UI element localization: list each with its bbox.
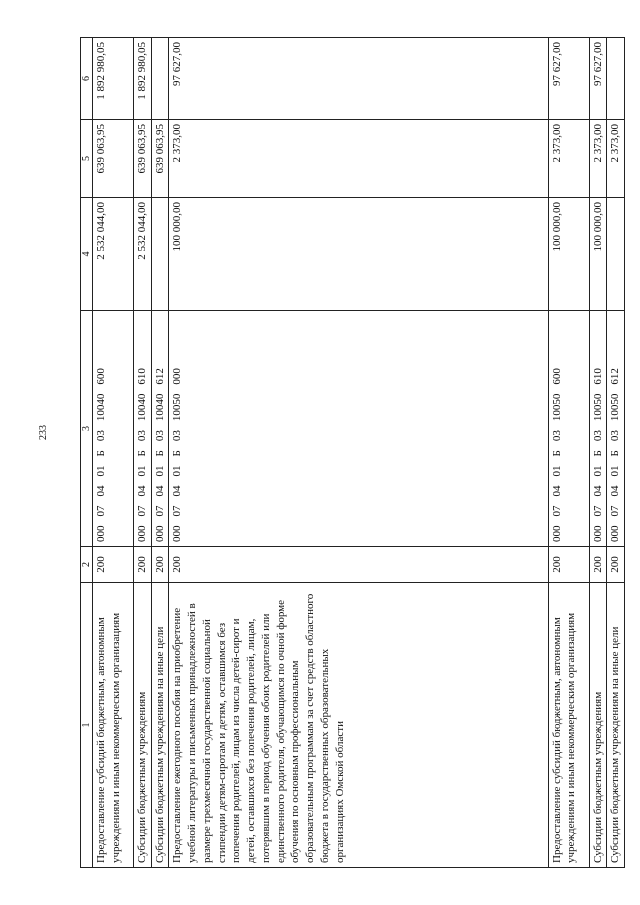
header-cell-2: 2 xyxy=(81,547,93,583)
code-part: 04 xyxy=(95,485,107,497)
page-number: 233 xyxy=(38,425,49,440)
header-cell-3: 3 xyxy=(81,311,93,547)
code-part: Б xyxy=(609,450,622,457)
row-budget-code xyxy=(134,311,152,547)
row-budget-code xyxy=(151,311,169,547)
row-executed-amount: 2 373,00 xyxy=(548,120,589,198)
header-cell-6: 6 xyxy=(81,38,93,120)
code-part: 03 xyxy=(136,430,148,442)
row-executed-amount: 2 373,00 xyxy=(169,120,548,198)
row-remaining-amount xyxy=(607,38,625,120)
row-name: Субсидии бюджетным учреждениям xyxy=(134,583,152,868)
row-executed-amount: 2 373,00 xyxy=(589,120,607,198)
code-part: 07 xyxy=(153,505,166,517)
code-part: 01 xyxy=(609,465,622,477)
code-part: 07 xyxy=(550,505,563,517)
row-admin-code: 200 xyxy=(134,547,152,583)
code-part: 03 xyxy=(153,430,166,442)
code-part: 01 xyxy=(591,465,604,477)
rotated-table-container xyxy=(80,38,625,868)
table-row xyxy=(93,38,134,868)
row-admin-code: 200 xyxy=(93,547,134,583)
row-name: Субсидии бюджетным учреждениям на иные цели xyxy=(151,583,169,868)
row-planned-amount xyxy=(607,198,625,311)
code-part: Б xyxy=(153,450,166,457)
row-remaining-amount xyxy=(151,38,169,120)
code-part: 612 xyxy=(153,368,166,385)
row-remaining-amount: 1 892 980,05 xyxy=(134,38,152,120)
row-name: Субсидии бюджетным учреждениям на иные цели xyxy=(607,583,625,868)
code-part: 610 xyxy=(591,368,604,385)
row-planned-amount xyxy=(151,198,169,311)
code-part: 03 xyxy=(591,430,604,442)
code-part: 01 xyxy=(550,465,563,477)
table-row xyxy=(589,38,607,868)
code-part: 04 xyxy=(171,485,184,497)
header-cell-5: 5 xyxy=(81,120,93,198)
code-part: 600 xyxy=(550,368,563,385)
code-part: 03 xyxy=(550,430,563,442)
code-part: 07 xyxy=(136,505,148,517)
row-planned-amount: 2 532 044,00 xyxy=(134,198,152,311)
row-planned-amount: 100 000,00 xyxy=(589,198,607,311)
code-part: 610 xyxy=(136,368,148,385)
code-part: 612 xyxy=(609,368,622,385)
code-part: 000 xyxy=(136,525,148,542)
code-part: 07 xyxy=(609,505,622,517)
table-row xyxy=(134,38,152,868)
code-part: 600 xyxy=(95,368,107,385)
code-part: 10050 xyxy=(550,393,563,422)
row-admin-code: 200 xyxy=(151,547,169,583)
row-budget-code xyxy=(93,311,134,547)
row-remaining-amount: 97 627,00 xyxy=(548,38,589,120)
code-part: 01 xyxy=(95,465,107,477)
code-part: 01 xyxy=(171,465,184,477)
code-part: 10040 xyxy=(95,393,107,422)
budget-table xyxy=(80,37,625,868)
row-name: Предоставление ежегодного пособия на приобретение учебной литературы и письменных принадлежностей в размере трехмесячной государственной социальной стипендии детям-сиротам и детям, оставшимся без попечения родителей, лицам из числа детей-сирот и детей, оставшихся без попечения родителей, лицам, потерявшим в период обучения обоих родителей или единственного родителя, обучающимся по очной форме обучения по основным профессиональным образовательным программам за счет средств областного бюджета в государственных образовательных организациях Омской области xyxy=(169,583,548,868)
code-part: 03 xyxy=(95,430,107,442)
code-part: Б xyxy=(550,450,563,457)
code-part: Б xyxy=(171,450,184,457)
code-part: 10050 xyxy=(609,393,622,422)
row-budget-code xyxy=(548,311,589,547)
row-admin-code: 200 xyxy=(589,547,607,583)
code-part: 01 xyxy=(153,465,166,477)
code-part: 000 xyxy=(171,525,184,542)
header-cell-1: 1 xyxy=(81,583,93,868)
row-budget-code xyxy=(169,311,548,547)
code-part: 10050 xyxy=(171,393,184,422)
code-part: 000 xyxy=(609,525,622,542)
code-part: 10040 xyxy=(136,393,148,422)
code-part: 10040 xyxy=(153,393,166,422)
code-part: 04 xyxy=(609,485,622,497)
row-planned-amount: 2 532 044,00 xyxy=(93,198,134,311)
row-name: Предоставление субсидий бюджетным, автономным учреждениям и иным некоммерческим организациям xyxy=(93,583,134,868)
table-row xyxy=(607,38,625,868)
code-part: 000 xyxy=(550,525,563,542)
code-part: 04 xyxy=(136,485,148,497)
code-part: Б xyxy=(136,450,148,457)
code-part: 000 xyxy=(153,525,166,542)
code-part: 07 xyxy=(95,505,107,517)
row-remaining-amount: 97 627,00 xyxy=(169,38,548,120)
table-header-row xyxy=(81,38,93,868)
row-executed-amount: 639 063,95 xyxy=(134,120,152,198)
row-budget-code xyxy=(589,311,607,547)
code-part: 000 xyxy=(95,525,107,542)
row-name: Субсидии бюджетным учреждениям xyxy=(589,583,607,868)
row-remaining-amount: 1 892 980,05 xyxy=(93,38,134,120)
code-part: 000 xyxy=(591,525,604,542)
code-part: 10050 xyxy=(591,393,604,422)
header-cell-4: 4 xyxy=(81,198,93,311)
row-admin-code: 200 xyxy=(607,547,625,583)
code-part: 07 xyxy=(591,505,604,517)
row-budget-code xyxy=(607,311,625,547)
code-part: Б xyxy=(95,450,107,457)
table-row xyxy=(548,38,589,868)
row-admin-code: 200 xyxy=(169,547,548,583)
code-part: 04 xyxy=(550,485,563,497)
code-part: Б xyxy=(591,450,604,457)
row-planned-amount: 100 000,00 xyxy=(548,198,589,311)
table-row xyxy=(169,38,548,868)
row-executed-amount: 639 063,95 xyxy=(93,120,134,198)
table-row xyxy=(151,38,169,868)
code-part: 03 xyxy=(171,430,184,442)
code-part: 07 xyxy=(171,505,184,517)
code-part: 01 xyxy=(136,465,148,477)
code-part: 03 xyxy=(609,430,622,442)
row-admin-code: 200 xyxy=(548,547,589,583)
row-planned-amount: 100 000,00 xyxy=(169,198,548,311)
code-part: 000 xyxy=(171,368,184,385)
row-remaining-amount: 97 627,00 xyxy=(589,38,607,120)
code-part: 04 xyxy=(591,485,604,497)
row-executed-amount: 639 063,95 xyxy=(151,120,169,198)
row-executed-amount: 2 373,00 xyxy=(607,120,625,198)
code-part: 04 xyxy=(153,485,166,497)
row-name: Предоставление субсидий бюджетным, автономным учреждениям и иным некоммерческим организациям xyxy=(548,583,589,868)
